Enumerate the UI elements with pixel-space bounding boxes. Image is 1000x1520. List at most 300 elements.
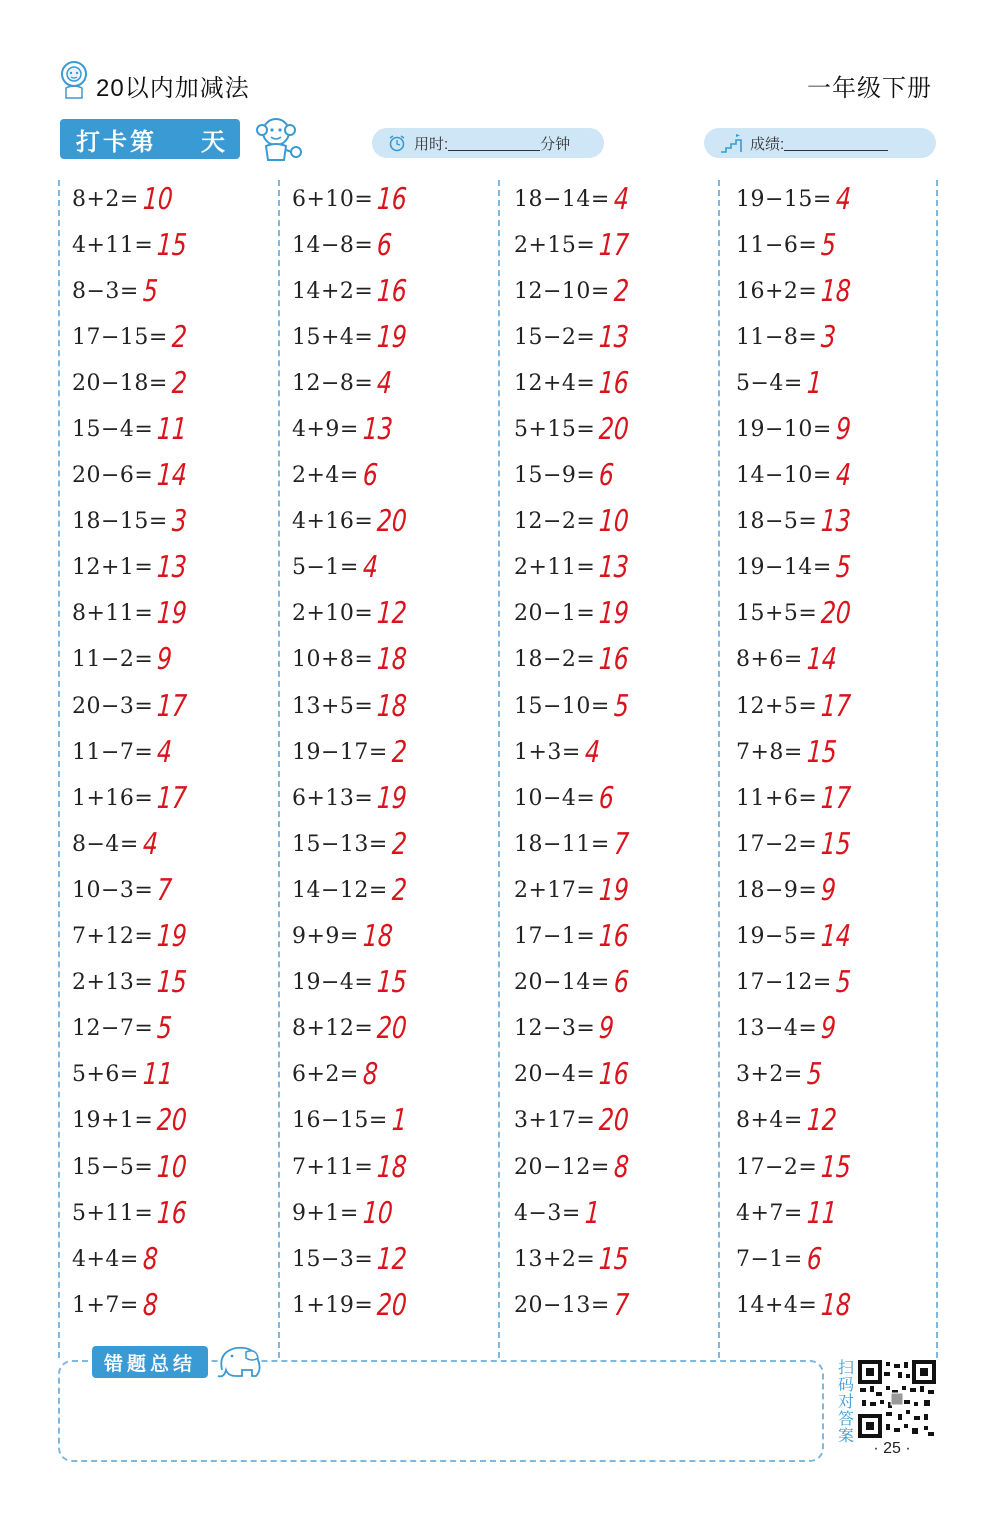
- handwritten-answer[interactable]: 16: [376, 181, 409, 217]
- problem-equation: 13+2=: [514, 1246, 596, 1272]
- problem-equation: 4+4=: [72, 1246, 139, 1272]
- problem-equation: 20−12=: [514, 1154, 610, 1180]
- handwritten-answer[interactable]: 14: [820, 919, 853, 955]
- problem-row: [514, 867, 724, 913]
- problem-row: [72, 775, 282, 821]
- handwritten-answer[interactable]: 16: [598, 919, 631, 955]
- problem-equation: 19−15=: [736, 186, 832, 212]
- handwritten-answer[interactable]: 15: [598, 1241, 631, 1277]
- problem-row: [736, 960, 946, 1006]
- problem-row: [514, 1006, 724, 1052]
- problem-equation: 4+9=: [292, 417, 359, 443]
- problem-row: [514, 499, 724, 545]
- problem-equation: 16−15=: [292, 1108, 388, 1134]
- handwritten-answer[interactable]: 6: [598, 458, 616, 494]
- problem-equation: 7+11=: [292, 1154, 374, 1180]
- problem-equation: 8+12=: [292, 1016, 374, 1042]
- handwritten-answer[interactable]: 17: [156, 780, 189, 816]
- handwritten-answer[interactable]: 13: [361, 412, 394, 448]
- qr-code-icon[interactable]: [858, 1360, 936, 1438]
- handwritten-answer[interactable]: 10: [156, 1149, 189, 1185]
- handwritten-answer[interactable]: 8: [141, 1241, 159, 1277]
- problem-equation: 1+19=: [292, 1292, 374, 1318]
- handwritten-answer[interactable]: 12: [376, 596, 409, 632]
- handwritten-answer[interactable]: 15: [376, 965, 409, 1001]
- problem-row: [72, 360, 282, 406]
- checkin-left-label: 打卡第: [76, 128, 157, 156]
- problem-row: [514, 821, 724, 867]
- problem-equation: 11−8=: [736, 324, 818, 350]
- handwritten-answer[interactable]: 13: [598, 550, 631, 586]
- problem-row: [72, 1098, 282, 1144]
- problem-equation: 20−14=: [514, 970, 610, 996]
- problem-equation: 6+13=: [292, 785, 374, 811]
- problem-row: [736, 314, 946, 360]
- problem-row: [514, 1190, 724, 1236]
- problem-row: [72, 545, 282, 591]
- handwritten-answer[interactable]: 17: [820, 780, 853, 816]
- problem-equation: 12−2=: [514, 509, 596, 535]
- checkin-right-label: 天: [201, 128, 228, 156]
- elephant-icon: [212, 1340, 272, 1382]
- problem-row: [292, 314, 502, 360]
- problem-equation: 12−3=: [514, 1016, 596, 1042]
- handwritten-answer[interactable]: 8: [361, 1057, 379, 1093]
- problem-equation: 4+16=: [292, 509, 374, 535]
- handwritten-answer[interactable]: 6: [805, 1241, 823, 1277]
- problem-equation: 12+1=: [72, 555, 154, 581]
- handwritten-answer[interactable]: 14: [805, 642, 838, 678]
- problem-row: [72, 1052, 282, 1098]
- problem-row: [292, 406, 502, 452]
- handwritten-answer[interactable]: 16: [376, 273, 409, 309]
- handwritten-answer[interactable]: 8: [612, 1149, 630, 1185]
- problem-row: [736, 683, 946, 729]
- handwritten-answer[interactable]: 3: [170, 504, 188, 540]
- problem-row: [736, 1282, 946, 1328]
- problem-row: [72, 1236, 282, 1282]
- handwritten-answer[interactable]: 2: [390, 734, 408, 770]
- problem-row: [72, 867, 282, 913]
- handwritten-answer[interactable]: 9: [598, 1011, 616, 1047]
- problem-equation: 5−4=: [736, 370, 803, 396]
- time-unit: 分钟: [540, 135, 571, 153]
- problem-row: [736, 867, 946, 913]
- problem-equation: 5+6=: [72, 1062, 139, 1088]
- problem-equation: 2+13=: [72, 970, 154, 996]
- problem-row: [736, 1052, 946, 1098]
- problem-row: [292, 499, 502, 545]
- handwritten-answer[interactable]: 16: [598, 1057, 631, 1093]
- problem-row: [292, 1190, 502, 1236]
- problem-row: [292, 960, 502, 1006]
- problem-equation: 15−5=: [72, 1154, 154, 1180]
- handwritten-answer[interactable]: 15: [156, 227, 189, 263]
- book-title: 20以内加减法: [96, 75, 250, 102]
- trophy-stairs-icon: [720, 133, 742, 153]
- problem-equation: 3+17=: [514, 1108, 596, 1134]
- problem-equation: 15+5=: [736, 601, 818, 627]
- problem-equation: 14+4=: [736, 1292, 818, 1318]
- problem-equation: 6+2=: [292, 1062, 359, 1088]
- handwritten-answer[interactable]: 18: [820, 273, 853, 309]
- problem-row: [72, 960, 282, 1006]
- problem-row: [292, 1052, 502, 1098]
- handwritten-answer[interactable]: 15: [156, 965, 189, 1001]
- handwritten-answer[interactable]: 16: [598, 642, 631, 678]
- problem-equation: 20−6=: [72, 463, 154, 489]
- handwritten-answer[interactable]: 7: [612, 1287, 630, 1323]
- problem-row: [292, 453, 502, 499]
- handwritten-answer[interactable]: 4: [376, 365, 394, 401]
- handwritten-answer[interactable]: 9: [820, 1011, 838, 1047]
- problem-equation: 11+6=: [736, 785, 818, 811]
- handwritten-answer[interactable]: 20: [376, 504, 409, 540]
- handwritten-answer[interactable]: 5: [834, 550, 852, 586]
- handwritten-answer[interactable]: 20: [598, 1103, 631, 1139]
- problem-equation: 17−2=: [736, 1154, 818, 1180]
- handwritten-answer[interactable]: 6: [376, 227, 394, 263]
- problem-row: [736, 775, 946, 821]
- problem-row: [72, 821, 282, 867]
- handwritten-answer[interactable]: 19: [598, 872, 631, 908]
- problem-row: [514, 314, 724, 360]
- handwritten-answer[interactable]: 18: [376, 1149, 409, 1185]
- problem-equation: 19−5=: [736, 924, 818, 950]
- problem-equation: 18−9=: [736, 877, 818, 903]
- problem-equation: 11−6=: [736, 232, 818, 258]
- handwritten-answer[interactable]: 6: [361, 458, 379, 494]
- problem-equation: 1+3=: [514, 739, 581, 765]
- problem-row: [72, 1282, 282, 1328]
- problem-row: [514, 268, 724, 314]
- problem-equation: 7+8=: [736, 739, 803, 765]
- handwritten-answer[interactable]: 15: [805, 734, 838, 770]
- handwritten-answer[interactable]: 9: [156, 642, 174, 678]
- problem-row: [514, 406, 724, 452]
- problem-equation: 7−1=: [736, 1246, 803, 1272]
- handwritten-answer[interactable]: 18: [361, 919, 394, 955]
- problem-row: [736, 176, 946, 222]
- problem-row: [736, 821, 946, 867]
- problem-row: [72, 176, 282, 222]
- handwritten-answer[interactable]: 10: [598, 504, 631, 540]
- handwritten-answer[interactable]: 13: [820, 504, 853, 540]
- handwritten-answer[interactable]: 20: [376, 1287, 409, 1323]
- problem-equation: 18−11=: [514, 831, 610, 857]
- time-label: 用时:: [414, 135, 449, 153]
- score-blank[interactable]: [784, 136, 888, 151]
- problem-equation: 19−10=: [736, 417, 832, 443]
- problem-equation: 14−10=: [736, 463, 832, 489]
- handwritten-answer[interactable]: 16: [156, 1195, 189, 1231]
- handwritten-answer[interactable]: 12: [805, 1103, 838, 1139]
- problem-row: [736, 1006, 946, 1052]
- score-field[interactable]: [704, 128, 936, 158]
- handwritten-answer[interactable]: 4: [361, 550, 379, 586]
- problem-row: [72, 453, 282, 499]
- problem-equation: 18−5=: [736, 509, 818, 535]
- problem-equation: 13−4=: [736, 1016, 818, 1042]
- handwritten-answer[interactable]: 6: [612, 965, 630, 1001]
- problem-equation: 8+6=: [736, 647, 803, 673]
- problem-equation: 15−4=: [72, 417, 154, 443]
- handwritten-answer[interactable]: 11: [805, 1195, 838, 1231]
- problem-row: [292, 1098, 502, 1144]
- problem-equation: 17−2=: [736, 831, 818, 857]
- handwritten-answer[interactable]: 4: [612, 181, 630, 217]
- problem-equation: 10+8=: [292, 647, 374, 673]
- problem-row: [72, 683, 282, 729]
- problem-row: [736, 268, 946, 314]
- problem-equation: 9+9=: [292, 924, 359, 950]
- problem-equation: 11−7=: [72, 739, 154, 765]
- problem-row: [72, 1006, 282, 1052]
- problem-row: [736, 1236, 946, 1282]
- problem-equation: 17−1=: [514, 924, 596, 950]
- problem-row: [292, 683, 502, 729]
- problem-row: [736, 222, 946, 268]
- problem-equation: 15−3=: [292, 1246, 374, 1272]
- problem-equation: 17−15=: [72, 324, 168, 350]
- problem-row: [292, 729, 502, 775]
- problem-row: [514, 1052, 724, 1098]
- problem-equation: 6+10=: [292, 186, 374, 212]
- handwritten-answer[interactable]: 18: [820, 1287, 853, 1323]
- handwritten-answer[interactable]: 4: [834, 458, 852, 494]
- problem-row: [72, 1190, 282, 1236]
- handwritten-answer[interactable]: 16: [598, 365, 631, 401]
- column-divider: [58, 180, 60, 1358]
- problem-equation: 8+2=: [72, 186, 139, 212]
- problem-equation: 4+11=: [72, 232, 154, 258]
- problem-row: [292, 176, 502, 222]
- problem-row: [514, 914, 724, 960]
- problem-equation: 12−7=: [72, 1016, 154, 1042]
- handwritten-answer[interactable]: 2: [612, 273, 630, 309]
- problem-row: [292, 867, 502, 913]
- scan-answer-label: 扫码对答案: [837, 1360, 854, 1445]
- problem-row: [736, 914, 946, 960]
- problem-equation: 18−15=: [72, 509, 168, 535]
- handwritten-answer[interactable]: 2: [170, 319, 188, 355]
- problem-equation: 13+5=: [292, 693, 374, 719]
- handwritten-answer[interactable]: 19: [598, 596, 631, 632]
- handwritten-answer[interactable]: 12: [376, 1241, 409, 1277]
- problem-equation: 19−14=: [736, 555, 832, 581]
- problem-row: [72, 314, 282, 360]
- problem-equation: 4−3=: [514, 1200, 581, 1226]
- handwritten-answer[interactable]: 17: [156, 688, 189, 724]
- problem-row: [72, 499, 282, 545]
- problem-row: [514, 176, 724, 222]
- handwritten-answer[interactable]: 11: [156, 412, 189, 448]
- handwritten-answer[interactable]: 15: [820, 1149, 853, 1185]
- problem-equation: 15−13=: [292, 831, 388, 857]
- handwritten-answer[interactable]: 20: [376, 1011, 409, 1047]
- handwritten-answer[interactable]: 8: [141, 1287, 159, 1323]
- problem-row: [292, 914, 502, 960]
- score-label: 成绩:: [750, 135, 785, 153]
- problem-equation: 10−3=: [72, 877, 154, 903]
- handwritten-answer[interactable]: 15: [820, 826, 853, 862]
- grade-label: 一年级下册: [807, 75, 932, 102]
- problem-equation: 10−4=: [514, 785, 596, 811]
- problem-equation: 20−3=: [72, 693, 154, 719]
- problem-equation: 2+11=: [514, 555, 596, 581]
- problem-row: [736, 1098, 946, 1144]
- problem-row: [736, 545, 946, 591]
- problem-equation: 20−18=: [72, 370, 168, 396]
- problem-equation: 15−9=: [514, 463, 596, 489]
- handwritten-answer[interactable]: 19: [376, 319, 409, 355]
- problem-equation: 5+11=: [72, 1200, 154, 1226]
- problem-row: [292, 775, 502, 821]
- problem-row: [72, 729, 282, 775]
- problem-row: [72, 1144, 282, 1190]
- problem-row: [292, 1282, 502, 1328]
- problem-row: [72, 591, 282, 637]
- problem-row: [292, 360, 502, 406]
- problem-equation: 20−13=: [514, 1292, 610, 1318]
- problem-equation: 5+15=: [514, 417, 596, 443]
- handwritten-answer[interactable]: 18: [376, 642, 409, 678]
- handwritten-answer[interactable]: 4: [141, 826, 159, 862]
- problem-row: [292, 637, 502, 683]
- handwritten-answer[interactable]: 17: [598, 227, 631, 263]
- handwritten-answer[interactable]: 18: [376, 688, 409, 724]
- problem-equation: 12−10=: [514, 278, 610, 304]
- problem-row: [736, 453, 946, 499]
- handwritten-answer[interactable]: 20: [598, 412, 631, 448]
- problem-column-2: [292, 176, 502, 1328]
- problem-row: [292, 268, 502, 314]
- problem-row: [292, 1006, 502, 1052]
- problem-equation: 15−10=: [514, 693, 610, 719]
- problem-row: [514, 1236, 724, 1282]
- handwritten-answer[interactable]: 20: [156, 1103, 189, 1139]
- problem-row: [514, 1144, 724, 1190]
- problem-row: [292, 1144, 502, 1190]
- handwritten-answer[interactable]: 5: [805, 1057, 823, 1093]
- problem-equation: 8−4=: [72, 831, 139, 857]
- problem-row: [736, 637, 946, 683]
- problem-row: [514, 729, 724, 775]
- handwritten-answer[interactable]: 13: [598, 319, 631, 355]
- problem-equation: 12+5=: [736, 693, 818, 719]
- problem-equation: 14−12=: [292, 877, 388, 903]
- handwritten-answer[interactable]: 2: [390, 826, 408, 862]
- problem-equation: 18−2=: [514, 647, 596, 673]
- handwritten-answer[interactable]: 14: [156, 458, 189, 494]
- problem-row: [514, 591, 724, 637]
- handwritten-answer[interactable]: 9: [820, 872, 838, 908]
- problem-equation: 8−3=: [72, 278, 139, 304]
- handwritten-answer[interactable]: 17: [820, 688, 853, 724]
- problem-row: [514, 637, 724, 683]
- handwritten-answer[interactable]: 19: [156, 596, 189, 632]
- problem-row: [736, 1144, 946, 1190]
- problem-equation: 20−1=: [514, 601, 596, 627]
- handwritten-answer[interactable]: 2: [170, 365, 188, 401]
- handwritten-answer[interactable]: 1: [805, 365, 823, 401]
- monkey-mascot-icon: [250, 112, 306, 166]
- handwritten-answer[interactable]: 3: [820, 319, 838, 355]
- problem-row: [736, 1190, 946, 1236]
- handwritten-answer[interactable]: 5: [612, 688, 630, 724]
- handwritten-answer[interactable]: 4: [156, 734, 174, 770]
- handwritten-answer[interactable]: 5: [820, 227, 838, 263]
- handwritten-answer[interactable]: 7: [156, 872, 174, 908]
- problem-equation: 5−1=: [292, 555, 359, 581]
- handwritten-answer[interactable]: 5: [156, 1011, 174, 1047]
- problem-row: [72, 406, 282, 452]
- problem-row: [514, 1282, 724, 1328]
- handwritten-answer[interactable]: 4: [583, 734, 601, 770]
- handwritten-answer[interactable]: 19: [156, 919, 189, 955]
- problem-row: [72, 637, 282, 683]
- lion-logo-icon: [58, 60, 90, 100]
- problem-equation: 18−14=: [514, 186, 610, 212]
- problem-row: [292, 821, 502, 867]
- handwritten-answer[interactable]: 10: [141, 181, 174, 217]
- problem-row: [72, 268, 282, 314]
- problem-equation: 14−8=: [292, 232, 374, 258]
- problem-equation: 19+1=: [72, 1108, 154, 1134]
- problem-equation: 12−8=: [292, 370, 374, 396]
- problem-equation: 1+7=: [72, 1292, 139, 1318]
- problem-row: [514, 222, 724, 268]
- problem-equation: 8+4=: [736, 1108, 803, 1134]
- problem-equation: 20−4=: [514, 1062, 596, 1088]
- handwritten-answer[interactable]: 20: [820, 596, 853, 632]
- handwritten-answer[interactable]: 11: [141, 1057, 174, 1093]
- problem-equation: 12+4=: [514, 370, 596, 396]
- problem-row: [736, 591, 946, 637]
- handwritten-answer[interactable]: 10: [361, 1195, 394, 1231]
- problem-equation: 2+4=: [292, 463, 359, 489]
- problem-equation: 8+11=: [72, 601, 154, 627]
- handwritten-answer[interactable]: 7: [612, 826, 630, 862]
- handwritten-answer[interactable]: 5: [834, 965, 852, 1001]
- handwritten-answer[interactable]: 5: [141, 273, 159, 309]
- handwritten-answer[interactable]: 13: [156, 550, 189, 586]
- handwritten-answer[interactable]: 6: [598, 780, 616, 816]
- handwritten-answer[interactable]: 1: [583, 1195, 601, 1231]
- problem-row: [72, 914, 282, 960]
- problem-equation: 9+1=: [292, 1200, 359, 1226]
- problem-equation: 2+15=: [514, 232, 596, 258]
- problem-row: [514, 683, 724, 729]
- time-field[interactable]: [372, 128, 604, 158]
- problem-equation: 17−12=: [736, 970, 832, 996]
- problem-row: [72, 222, 282, 268]
- problem-row: [736, 360, 946, 406]
- time-blank[interactable]: [448, 136, 540, 151]
- mistake-summary-tab: 错题总结: [92, 1346, 208, 1378]
- handwritten-answer[interactable]: 19: [376, 780, 409, 816]
- handwritten-answer[interactable]: 9: [834, 412, 852, 448]
- problem-equation: 7+12=: [72, 924, 154, 950]
- handwritten-answer[interactable]: 2: [390, 872, 408, 908]
- problem-equation: 19−4=: [292, 970, 374, 996]
- problem-row: [292, 222, 502, 268]
- problem-row: [514, 545, 724, 591]
- handwritten-answer[interactable]: 4: [834, 181, 852, 217]
- problem-equation: 1+16=: [72, 785, 154, 811]
- problem-column-4: [736, 176, 946, 1328]
- handwritten-answer[interactable]: 1: [390, 1103, 408, 1139]
